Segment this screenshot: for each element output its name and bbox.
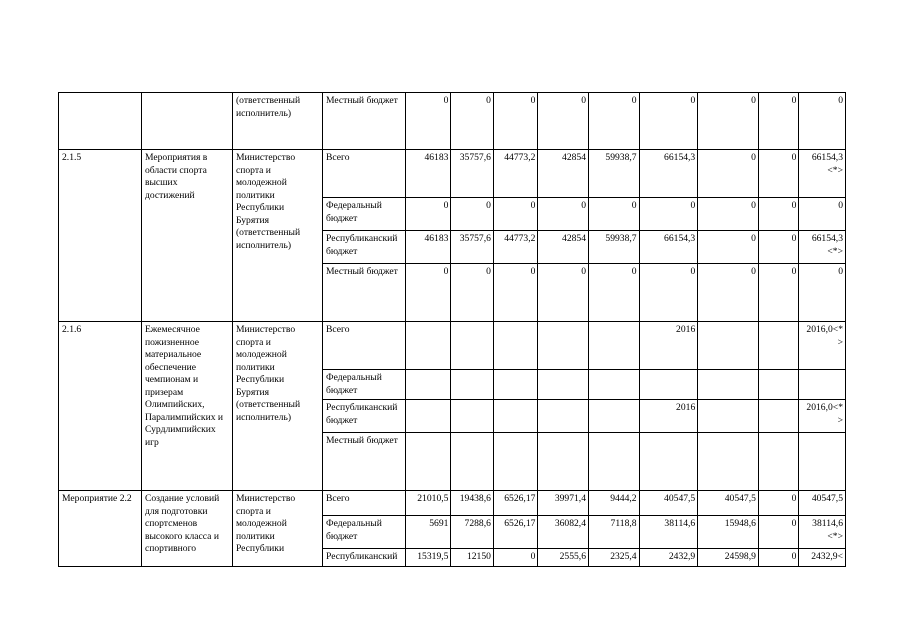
value-cell: 0 <box>639 198 698 231</box>
value-cell: 40547,5 <box>639 491 698 516</box>
value-cell: 0 <box>698 264 759 322</box>
source-cell: Республиканский <box>322 549 405 567</box>
value-cell: 15319,5 <box>405 549 451 567</box>
name-cell: Создание условий для подготовки спортсменов высокого класса и спортивного <box>141 491 232 567</box>
value-cell <box>589 370 640 400</box>
table-row <box>59 491 846 516</box>
value-cell: 0 <box>538 93 589 150</box>
value-cell: 36082,4 <box>538 516 589 549</box>
value-cell: 5691 <box>405 516 451 549</box>
source-cell: Местный бюджет <box>322 264 405 322</box>
value-cell: 2016,0<*> <box>799 400 846 433</box>
value-cell <box>698 370 759 400</box>
value-cell <box>589 322 640 370</box>
value-cell: 12150 <box>451 549 493 567</box>
value-cell: 0 <box>493 264 538 322</box>
value-cell: 0 <box>538 264 589 322</box>
id-cell: 2.1.6 <box>59 322 142 491</box>
value-cell <box>405 370 451 400</box>
value-cell <box>493 370 538 400</box>
source-cell: Республиканский бюджет <box>322 231 405 264</box>
source-cell: Федеральный бюджет <box>322 516 405 549</box>
value-cell: 6526,17 <box>493 516 538 549</box>
value-cell: 39971,4 <box>538 491 589 516</box>
source-cell: Местный бюджет <box>322 93 405 150</box>
value-cell: 2016 <box>639 400 698 433</box>
value-cell: 2555,6 <box>538 549 589 567</box>
value-cell <box>493 322 538 370</box>
value-cell: 0 <box>493 549 538 567</box>
value-cell <box>639 433 698 491</box>
value-cell: 2016 <box>639 322 698 370</box>
executor-cell: Министерство спорта и молодежной политики Республики Бурятия (ответственный исполнитель) <box>232 150 322 322</box>
value-cell <box>405 433 451 491</box>
value-cell: 0 <box>758 491 798 516</box>
name-cell <box>141 93 232 150</box>
value-cell: 0 <box>758 198 798 231</box>
value-cell <box>589 433 640 491</box>
id-cell: 2.1.5 <box>59 150 142 322</box>
value-cell <box>538 370 589 400</box>
source-cell: Федеральный бюджет <box>322 370 405 400</box>
value-cell <box>451 433 493 491</box>
value-cell: 2432,9 <box>639 549 698 567</box>
value-cell <box>405 400 451 433</box>
value-cell: 59938,7 <box>589 231 640 264</box>
value-cell: 2325,4 <box>589 549 640 567</box>
value-cell: 0 <box>493 198 538 231</box>
value-cell <box>451 370 493 400</box>
value-cell: 0 <box>758 231 798 264</box>
executor-cell: Министерство спорта и молодежной политики Республики <box>232 491 322 567</box>
value-cell <box>758 322 798 370</box>
value-cell: 7288,6 <box>451 516 493 549</box>
value-cell <box>538 400 589 433</box>
value-cell: 0 <box>758 264 798 322</box>
value-cell: 0 <box>799 93 846 150</box>
value-cell <box>589 400 640 433</box>
value-cell <box>698 400 759 433</box>
value-cell: 0 <box>538 198 589 231</box>
value-cell: 2432,9< <box>799 549 846 567</box>
source-cell: Республиканский бюджет <box>322 400 405 433</box>
budget-table <box>58 92 846 567</box>
value-cell <box>405 322 451 370</box>
value-cell: 35757,6 <box>451 231 493 264</box>
value-cell: 0 <box>758 549 798 567</box>
value-cell <box>493 433 538 491</box>
value-cell: 0 <box>451 93 493 150</box>
value-cell <box>799 433 846 491</box>
value-cell: 0 <box>698 231 759 264</box>
value-cell: 0 <box>589 93 640 150</box>
value-cell: 0 <box>698 93 759 150</box>
value-cell: 21010,5 <box>405 491 451 516</box>
value-cell: 46183 <box>405 231 451 264</box>
table-row <box>59 93 846 150</box>
value-cell <box>538 322 589 370</box>
value-cell: 6526,17 <box>493 491 538 516</box>
value-cell: 40547,5 <box>698 491 759 516</box>
source-cell: Всего <box>322 322 405 370</box>
id-cell <box>59 93 142 150</box>
value-cell <box>758 433 798 491</box>
value-cell: 0 <box>405 93 451 150</box>
value-cell: 59938,7 <box>589 150 640 198</box>
value-cell: 24598,9 <box>698 549 759 567</box>
value-cell: 0 <box>758 93 798 150</box>
value-cell: 66154,3 <*> <box>799 231 846 264</box>
value-cell <box>493 400 538 433</box>
value-cell: 66154,3 <*> <box>799 150 846 198</box>
value-cell <box>758 370 798 400</box>
value-cell: 46183 <box>405 150 451 198</box>
value-cell: 19438,6 <box>451 491 493 516</box>
value-cell: 0 <box>405 264 451 322</box>
value-cell: 0 <box>589 264 640 322</box>
value-cell: 66154,3 <box>639 231 698 264</box>
value-cell: 0 <box>758 516 798 549</box>
name-cell: Мероприятия в области спорта высших достижений <box>141 150 232 322</box>
value-cell: 0 <box>589 198 640 231</box>
value-cell: 0 <box>493 93 538 150</box>
value-cell: 0 <box>799 264 846 322</box>
value-cell: 0 <box>639 264 698 322</box>
value-cell: 38114,6 <*> <box>799 516 846 549</box>
value-cell <box>698 322 759 370</box>
executor-cell: Министерство спорта и молодежной политики Республики Бурятия (ответственный исполнитель) <box>232 322 322 491</box>
value-cell <box>451 400 493 433</box>
value-cell: 0 <box>405 198 451 231</box>
value-cell: 44773,2 <box>493 150 538 198</box>
name-cell: Ежемесячное пожизненное материальное обеспечение чемпионам и призерам Олимпийских, Паралимпийских и Сурдлимпийских игр <box>141 322 232 491</box>
executor-cell: (ответственный исполнитель) <box>232 93 322 150</box>
id-cell: Мероприятие 2.2 <box>59 491 142 567</box>
value-cell <box>799 370 846 400</box>
value-cell: 66154,3 <box>639 150 698 198</box>
value-cell <box>451 322 493 370</box>
value-cell: 2016,0<*> <box>799 322 846 370</box>
value-cell: 42854 <box>538 231 589 264</box>
value-cell: 44773,2 <box>493 231 538 264</box>
value-cell: 9444,2 <box>589 491 640 516</box>
value-cell: 0 <box>639 93 698 150</box>
value-cell: 42854 <box>538 150 589 198</box>
value-cell <box>538 433 589 491</box>
source-cell: Федеральный бюджет <box>322 198 405 231</box>
value-cell: 0 <box>698 150 759 198</box>
value-cell: 7118,8 <box>589 516 640 549</box>
value-cell: 38114,6 <box>639 516 698 549</box>
source-cell: Местный бюджет <box>322 433 405 491</box>
value-cell: 0 <box>758 150 798 198</box>
value-cell <box>639 370 698 400</box>
value-cell: 0 <box>698 198 759 231</box>
value-cell <box>758 400 798 433</box>
source-cell: Всего <box>322 150 405 198</box>
value-cell: 35757,6 <box>451 150 493 198</box>
value-cell: 0 <box>451 264 493 322</box>
value-cell: 15948,6 <box>698 516 759 549</box>
source-cell: Всего <box>322 491 405 516</box>
value-cell: 40547,5 <box>799 491 846 516</box>
table-row <box>59 322 846 370</box>
value-cell <box>698 433 759 491</box>
value-cell: 0 <box>799 198 846 231</box>
table-row <box>59 150 846 198</box>
value-cell: 0 <box>451 198 493 231</box>
